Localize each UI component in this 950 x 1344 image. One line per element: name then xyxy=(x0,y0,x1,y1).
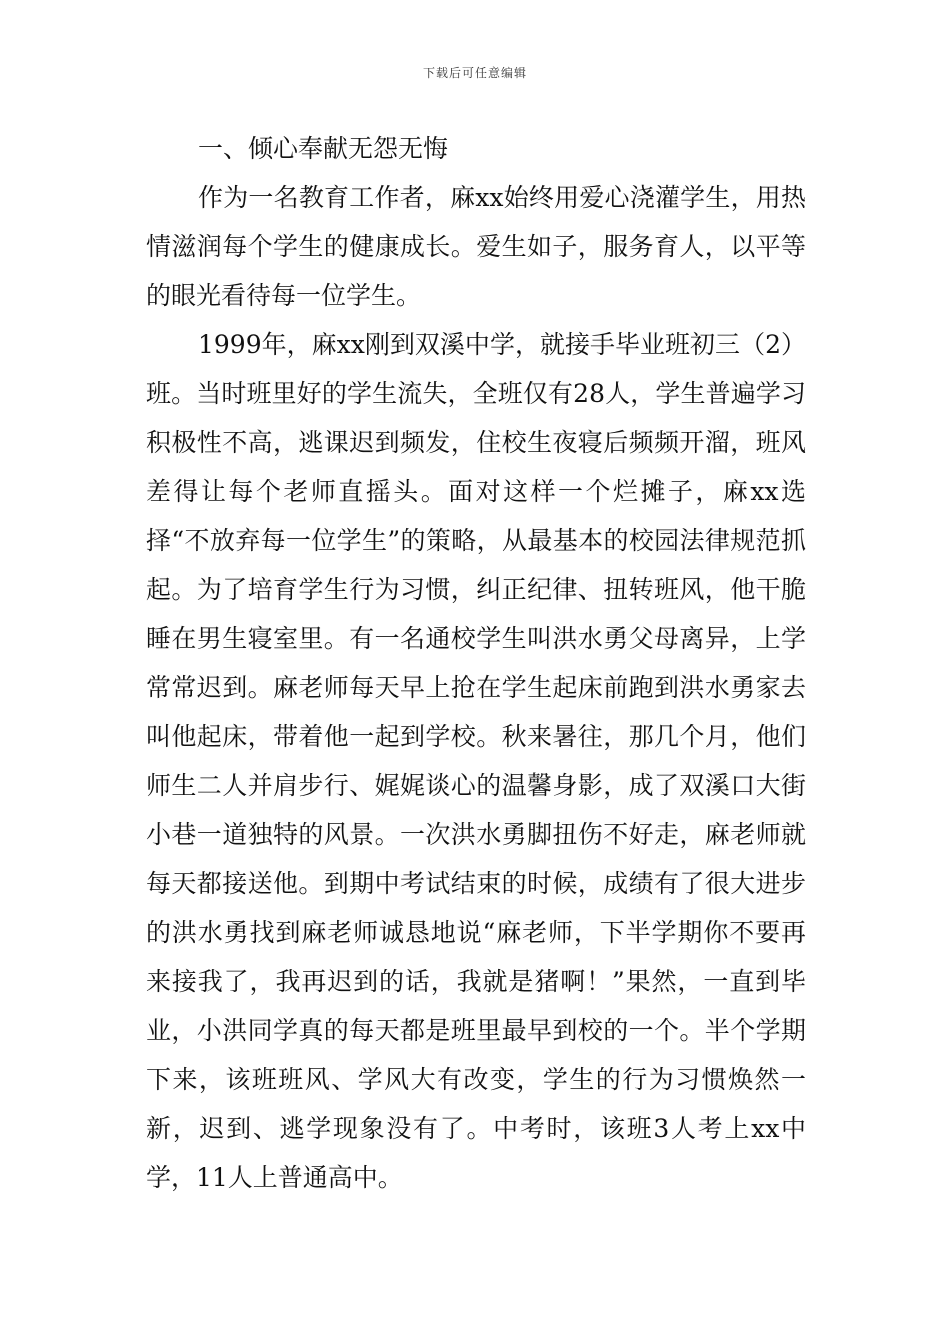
page-header-note: 下载后可任意编辑 xyxy=(422,66,527,80)
section-heading: 一、倾心奉献无怨无悔 xyxy=(198,134,449,163)
paragraph-1: 作为一名教育工作者，麻xx始终用爱心浇灌学生，用热情滋润每个学生的健康成长。爱生如子，服务育人，以平等的眼光看待每一位学生。 xyxy=(146,183,806,310)
document-body xyxy=(146,124,806,1202)
paragraph-2: 1999年，麻xx刚到双溪中学，就接手毕业班初三（2）班。当时班里好的学生流失，全班仅有28人，学生普遍学习积极性不高，逃课迟到频发，住校生夜寝后频频开溜，班风差得让每个老师直摇头。面对这样一个烂摊子，麻xx选择“不放弃每一位学生”的策略，从最基本的校园法律规范抓起。为了培育学生行为习惯，纠正纪律、扭转班风，他干脆睡在男生寝室里。有一名通校学生叫洪水勇父母离异，上学常常迟到。麻老师每天早上抢在学生起床前跑到洪水勇家去叫他起床，带着他一起到学校。秋来暑往，那几个月，他们师生二人并肩步行、娓娓谈心的温馨身影，成了双溪口大街小巷一道独特的风景。一次洪水勇脚扭伤不好走，麻老师就每天都接送他。到期中考试结束的时候，成绩有了很大进步的洪水勇找到麻老师诚恳地说“麻老师，下半学期你不要再来接我了，我再迟到的话，我就是猪啊！”果然，一直到毕业，小洪同学真的每天都是班里最早到校的一个。半个学期下来，该班班风、学风大有改变，学生的行为习惯焕然一新，迟到、逃学现象没有了。中考时，该班3人考上xx中学，11人上普通高中。 xyxy=(146,330,806,1192)
